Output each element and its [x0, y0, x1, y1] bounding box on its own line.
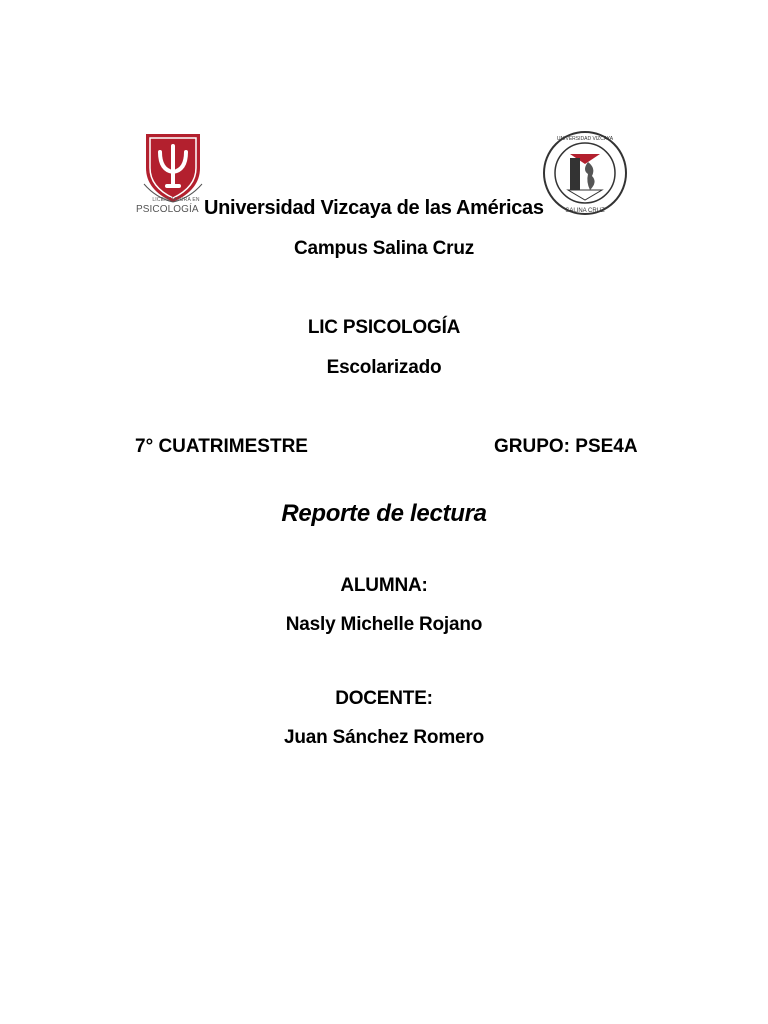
grupo: GRUPO: PSE4A [494, 436, 638, 457]
student-name: Nasly Michelle Rojano [285, 614, 483, 635]
logo-caption-small: LICENCIATURA EN [152, 197, 200, 203]
document-title: Reporte de lectura [281, 500, 487, 527]
campus: Campus Salina Cruz [293, 238, 475, 259]
seal-text-bottom: SALINA CRUZ [565, 208, 605, 214]
teacher-label: DOCENTE: [335, 688, 433, 709]
university-seal [540, 128, 630, 218]
teacher-name: Juan Sánchez Romero [284, 727, 484, 748]
degree: LIC PSICOLOGÍA [307, 317, 461, 338]
student-label: ALUMNA: [340, 575, 428, 596]
modality: Escolarizado [326, 357, 442, 378]
cuatrimestre: 7° CUATRIMESTRE [135, 436, 308, 457]
svg-text:UNIVERSIDAD VIZCAYA: UNIVERSIDAD VIZCAYA [556, 136, 614, 142]
university-name: Universidad Vizcaya de las Américas [204, 197, 544, 219]
logo-caption: PSICOLOGÍA [136, 204, 199, 215]
